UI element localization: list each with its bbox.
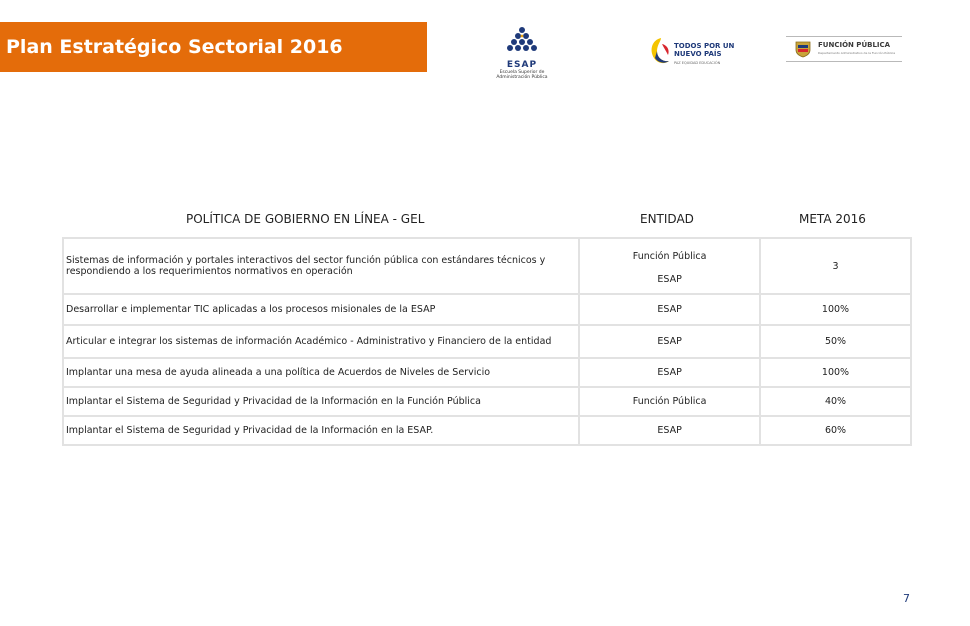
coat-of-arms-icon	[792, 40, 814, 58]
table-row	[63, 294, 911, 325]
entidad-cell: Función Pública	[579, 387, 760, 416]
entidad-cell: ESAP	[579, 416, 760, 445]
table-row	[63, 238, 911, 294]
esap-logo-subtitle-1: Escuela Superior de	[499, 70, 545, 75]
column-header-entidad: ENTIDAD	[640, 212, 694, 226]
todos-por-un-nuevo-pais-logo	[648, 36, 738, 70]
todos-logo-subtitle: PAZ EQUIDAD EDUCACIÓN	[674, 61, 721, 65]
entidad-cell: ESAP	[579, 325, 760, 358]
policy-cell: Implantar el Sistema de Seguridad y Privacidad de la Información en la Función Pública	[63, 387, 579, 416]
todos-logo-line1: TODOS POR UN	[674, 42, 735, 50]
meta-cell: 100%	[760, 294, 911, 325]
entidad-cell: ESAP	[579, 358, 760, 387]
meta-cell: 40%	[760, 387, 911, 416]
table-row	[63, 387, 911, 416]
todos-logo-line2: NUEVO PAÍS	[674, 50, 722, 58]
table-row	[63, 325, 911, 358]
esap-logo	[490, 26, 554, 80]
policy-cell: Sistemas de información y portales interactivos del sector función pública con estándares técnicos y respondiendo a los requerimientos normativos en operación	[63, 238, 579, 294]
meta-cell: 100%	[760, 358, 911, 387]
meta-cell: 60%	[760, 416, 911, 445]
funcion-publica-logo-text: FUNCIÓN PÚBLICA	[818, 41, 891, 49]
table-row	[63, 416, 911, 445]
policy-cell: Articular e integrar los sistemas de información Académico - Administrativo y Financiero de la entidad	[63, 325, 579, 358]
policy-cell: Implantar una mesa de ayuda alineada a una política de Acuerdos de Niveles de Servicio	[63, 358, 579, 387]
colombia-swirl-icon	[648, 36, 674, 68]
funcion-publica-logo	[786, 36, 902, 62]
meta-cell: 3	[760, 238, 911, 294]
policy-cell: Desarrollar e implementar TIC aplicadas a los procesos misionales de la ESAP	[63, 294, 579, 325]
funcion-publica-logo-subtitle: Departamento Administrativo de la Función Pública	[818, 51, 896, 55]
entidad-value: Función Pública	[632, 251, 707, 262]
gel-table	[62, 237, 912, 446]
table-row	[63, 358, 911, 387]
column-header-meta: META 2016	[799, 212, 866, 226]
esap-logo-subtitle-2: Administración Pública	[496, 75, 548, 80]
page-title: Plan Estratégico Sectorial 2016	[0, 22, 427, 72]
esap-dots-icon	[502, 26, 542, 58]
entidad-cell: ESAP	[579, 294, 760, 325]
column-header-policy: POLÍTICA DE GOBIERNO EN LÍNEA - GEL	[186, 212, 425, 226]
entidad-cell	[579, 238, 760, 294]
policy-cell: Implantar el Sistema de Seguridad y Privacidad de la Información en la ESAP.	[63, 416, 579, 445]
entidad-value: ESAP	[657, 274, 682, 285]
meta-cell: 50%	[760, 325, 911, 358]
esap-logo-mark: ESAP	[506, 60, 538, 70]
todos-logo-text	[674, 42, 734, 58]
page-number: 7	[903, 592, 910, 605]
